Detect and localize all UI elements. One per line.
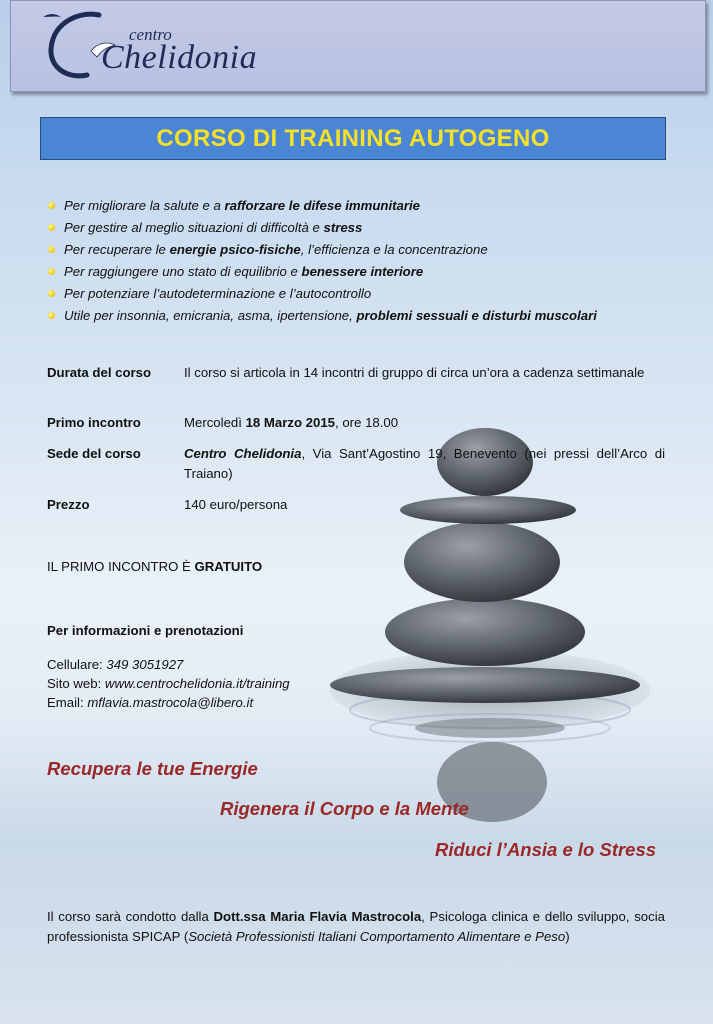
durata-label: Durata del corso <box>47 365 152 380</box>
list-item: Per potenziare l’autodeterminazione e l’autocontrollo <box>46 284 686 306</box>
prezzo-row <box>47 495 665 515</box>
slogan-3: Riduci l’Ansia e lo Stress <box>435 839 657 860</box>
primo-incontro-label: Primo incontro <box>47 415 141 430</box>
email-link[interactable]: mflavia.mastrocola@libero.it <box>87 695 254 710</box>
list-item: Per raggiungere uno stato di equilibrio e benessere interiore <box>46 262 686 284</box>
bullet-dot-icon <box>48 312 55 319</box>
chelidonia-logo <box>41 7 301 87</box>
slogan-1: Recupera le tue Energie <box>47 758 258 779</box>
course-title-box <box>40 117 666 160</box>
prezzo-value: 140 euro/persona <box>184 497 288 512</box>
website-line: Sito web: www.centrochelidonia.it/training <box>47 676 290 691</box>
phone-line: Cellulare: 349 3051927 <box>47 657 184 672</box>
durata-value: Il corso si articola in 14 incontri di gruppo di circa un’ora a cadenza settimanale <box>184 365 645 380</box>
bullet-dot-icon <box>48 224 55 231</box>
list-item: Per recuperare le energie psico-fisiche, l’efficienza e la concentrazione <box>46 240 686 262</box>
slogan-2: Rigenera il Corpo e la Mente <box>220 798 469 819</box>
header-banner <box>10 0 706 92</box>
bullet-dot-icon <box>48 246 55 253</box>
free-first-meeting: IL PRIMO INCONTRO È GRATUITO <box>47 559 263 574</box>
benefits-list <box>46 196 686 328</box>
sede-label: Sede del corso <box>47 446 141 461</box>
logo-text-chelidonia: Chelidonia <box>101 39 258 76</box>
primo-incontro-row <box>47 413 665 433</box>
prezzo-label: Prezzo <box>47 497 90 512</box>
list-item: Utile per insonnia, emicrania, asma, ipertensione, problemi sessuali e disturbi muscolari <box>46 306 686 328</box>
bullet-dot-icon <box>48 268 55 275</box>
list-item: Per migliorare la salute e a rafforzare le difese immunitarie <box>46 196 686 218</box>
email-line: Email: mflavia.mastrocola@libero.it <box>47 695 254 710</box>
sede-value: Centro Chelidonia, Via Sant’Agostino 19, Benevento (nei pressi dell’Arco di Traiano) <box>184 446 665 481</box>
sede-row <box>47 444 665 484</box>
durata-row <box>47 363 665 403</box>
bullet-dot-icon <box>48 202 55 209</box>
list-item: Per gestire al meglio situazioni di difficoltà e stress <box>46 218 686 240</box>
contact-details <box>47 655 290 712</box>
primo-incontro-value: Mercoledì 18 Marzo 2015, ore 18.00 <box>184 415 399 430</box>
course-title: CORSO DI TRAINING AUTOGENO <box>156 124 550 152</box>
instructor-note: Il corso sarà condotto dalla Dott.ssa Maria Flavia Mastrocola, Psicologa clinica e dello sviluppo, socia professionista SPICAP (Società Professionisti Italiani Comportamento Alimentare e Peso) <box>47 909 665 944</box>
website-link[interactable]: www.centrochelidonia.it/training <box>104 676 290 691</box>
contact-heading: Per informazioni e prenotazioni <box>47 623 244 638</box>
logo-text-centro: centro <box>129 25 172 44</box>
bullet-dot-icon <box>48 290 55 297</box>
